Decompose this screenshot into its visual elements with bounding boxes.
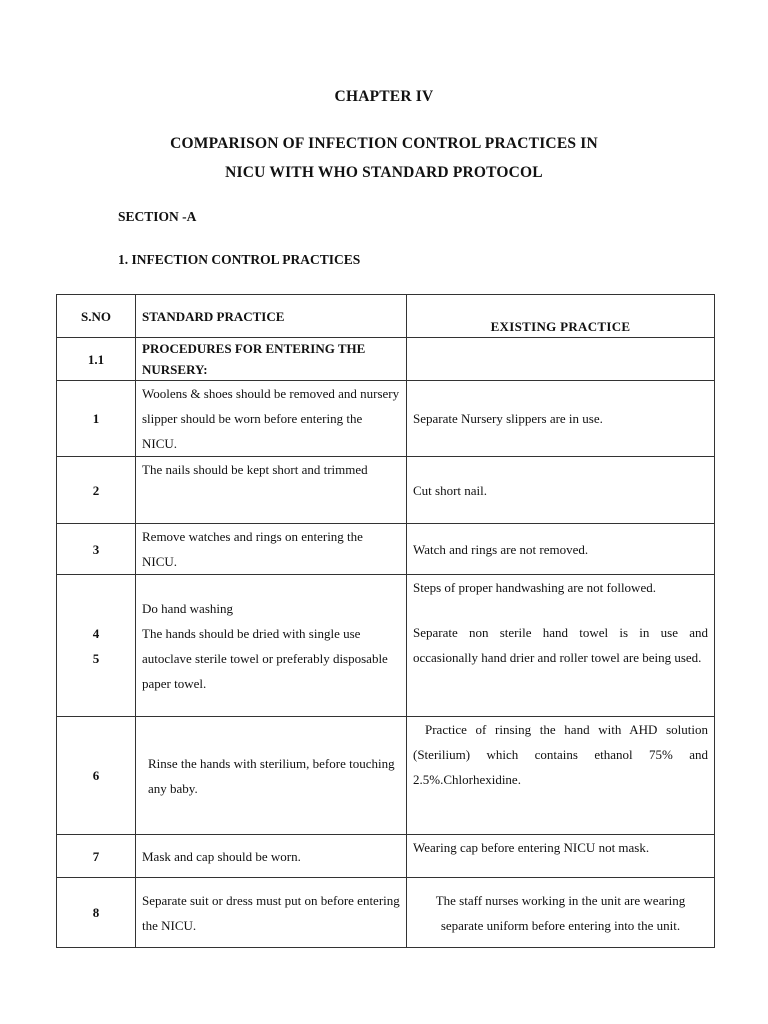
row-sno xyxy=(57,575,136,717)
row-sno: 6 xyxy=(57,717,136,835)
row-existing-practice xyxy=(407,575,715,717)
row-sno-a: 4 xyxy=(92,625,100,641)
row-standard-practice: Separate suit or dress must put on before entering the NICU. xyxy=(136,878,407,948)
row-sno: 7 xyxy=(57,835,136,878)
subsection-heading: 1. INFECTION CONTROL PRACTICES xyxy=(118,252,361,267)
row-standard-practice xyxy=(136,575,407,717)
section-row-sno: 1.1 xyxy=(57,338,136,381)
row-existing-practice: The staff nurses working in the unit are wearing separate uniform before entering into the unit. xyxy=(407,878,715,948)
chapter-heading: CHAPTER IV xyxy=(334,88,434,105)
section-row-empty xyxy=(407,338,715,381)
section-row-title: PROCEDURES FOR ENTERING THE NURSERY: xyxy=(136,338,407,381)
header-sno: S.NO xyxy=(57,295,136,338)
table-row xyxy=(57,878,715,948)
row-standard-practice: Remove watches and rings on entering the NICU. xyxy=(136,524,407,575)
section-heading: SECTION -A xyxy=(118,209,197,224)
row-existing-practice: Cut short nail. xyxy=(407,457,715,524)
table-row xyxy=(57,835,715,878)
row-sno-b: 5 xyxy=(92,650,100,666)
row-existing-practice: Wearing cap before entering NICU not mask. xyxy=(407,835,715,878)
row-standard-practice: Mask and cap should be worn. xyxy=(136,835,407,878)
row-existing-practice: Watch and rings are not removed. xyxy=(407,524,715,575)
table-row xyxy=(57,381,715,457)
table-row xyxy=(57,457,715,524)
row-sno: 3 xyxy=(57,524,136,575)
header-standard-practice: STANDARD PRACTICE xyxy=(136,295,407,338)
row-existing-practice: Practice of rinsing the hand with AHD solution (Sterilium) which contains ethanol 75% and 2.5%.Chlorhexidine. xyxy=(407,717,715,835)
row-standard-practice-a: Do hand washing xyxy=(142,600,233,616)
header-existing-practice: EXISTING PRACTICE xyxy=(407,295,715,338)
document-title-line-2: NICU WITH WHO STANDARD PROTOCOL xyxy=(225,164,543,181)
row-standard-practice: Rinse the hands with sterilium, before touching any baby. xyxy=(136,717,407,835)
row-standard-practice: The nails should be kept short and trimmed xyxy=(136,457,407,524)
table-row xyxy=(57,575,715,717)
row-sno: 2 xyxy=(57,457,136,524)
row-existing-practice-b: Separate non sterile hand towel is in use and occasionally hand drier and roller towel are being used. xyxy=(413,625,708,665)
table-row xyxy=(57,717,715,835)
table-row xyxy=(57,524,715,575)
table-header-row xyxy=(57,295,715,338)
row-existing-practice: Separate Nursery slippers are in use. xyxy=(407,381,715,457)
document-title-line-1: COMPARISON OF INFECTION CONTROL PRACTICES IN xyxy=(170,135,598,152)
table-section-row xyxy=(57,338,715,381)
row-sno: 8 xyxy=(57,878,136,948)
comparison-table xyxy=(56,294,715,948)
row-standard-practice: Woolens & shoes should be removed and nursery slipper should be worn before entering the NICU. xyxy=(136,381,407,457)
row-standard-practice-b: The hands should be dried with single use autoclave sterile towel or preferably disposable paper towel. xyxy=(142,625,388,691)
row-existing-practice-a: Steps of proper handwashing are not followed. xyxy=(413,580,656,595)
row-sno: 1 xyxy=(57,381,136,457)
